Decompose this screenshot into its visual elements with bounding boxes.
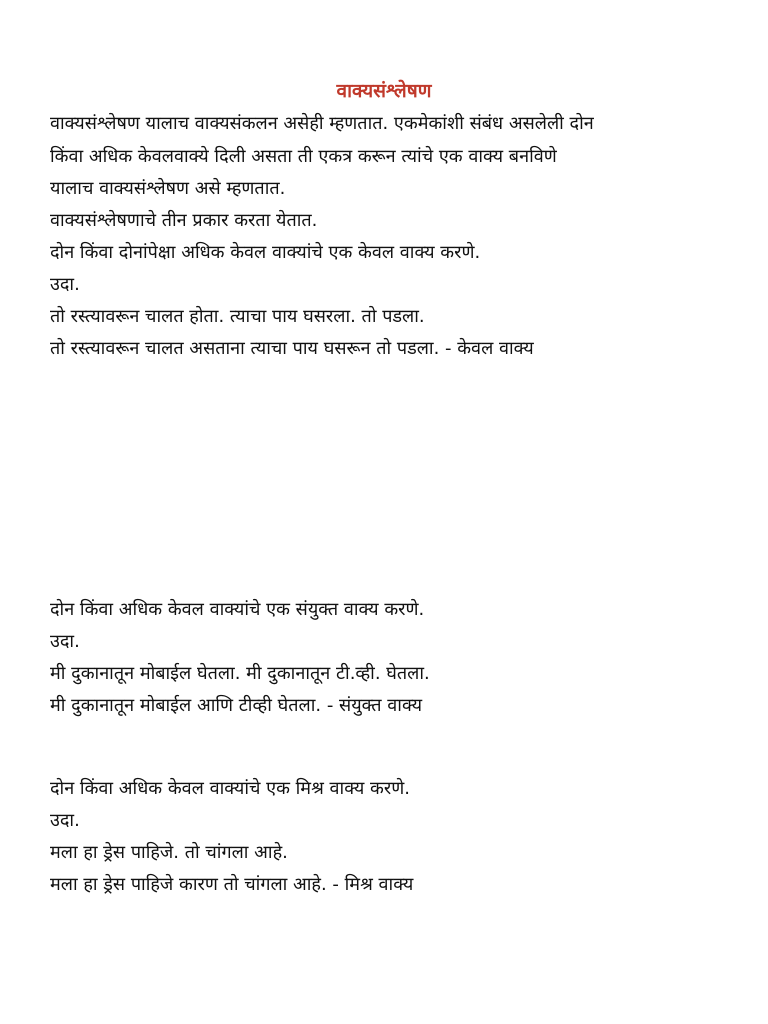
intro-line-4: वाक्यसंश्लेषणाचे तीन प्रकार करता येतात. bbox=[50, 210, 318, 231]
document-title: वाक्यसंश्लेषण bbox=[336, 80, 432, 102]
section-2-heading: दोन किंवा अधिक केवल वाक्यांचे एक संयुक्त वाक्य करणे. bbox=[50, 599, 425, 620]
section-3-input: मला हा ड्रेस पाहिजे. तो चांगला आहे. bbox=[50, 842, 288, 863]
section-2-input: मी दुकानातून मोबाईल घेतला. मी दुकानातून टी.व्ही. घेतला. bbox=[50, 663, 430, 684]
section-2-output: मी दुकानातून मोबाईल आणि टीव्ही घेतला. - संयुक्त वाक्य bbox=[50, 695, 423, 716]
section-1-output: तो रस्त्यावरून चालत असताना त्याचा पाय घसरून तो पडला. - केवल वाक्य bbox=[50, 338, 534, 359]
section-2-example-label: उदा. bbox=[50, 631, 80, 652]
section-1-heading: दोन किंवा दोनांपेक्षा अधिक केवल वाक्यांचे एक केवल वाक्य करणे. bbox=[50, 242, 481, 263]
section-3-example-label: उदा. bbox=[50, 810, 80, 831]
intro-line-3: यालाच वाक्यसंश्लेषण असे म्हणतात. bbox=[50, 178, 286, 199]
intro-line-2: किंवा अधिक केवलवाक्ये दिली असता ती एकत्र करून त्यांचे एक वाक्य बनविणे bbox=[50, 146, 557, 167]
section-3-heading: दोन किंवा अधिक केवल वाक्यांचे एक मिश्र वाक्य करणे. bbox=[50, 778, 410, 799]
intro-line-1: वाक्यसंश्लेषण यालाच वाक्यसंकलन असेही म्हणतात. एकमेकांशी संबंध असलेली दोन bbox=[50, 113, 594, 134]
section-1-input: तो रस्त्यावरून चालत होता. त्याचा पाय घसरला. तो पडला. bbox=[50, 306, 425, 327]
section-3-output: मला हा ड्रेस पाहिजे कारण तो चांगला आहे. - मिश्र वाक्य bbox=[50, 874, 414, 895]
section-1-example-label: उदा. bbox=[50, 274, 80, 295]
